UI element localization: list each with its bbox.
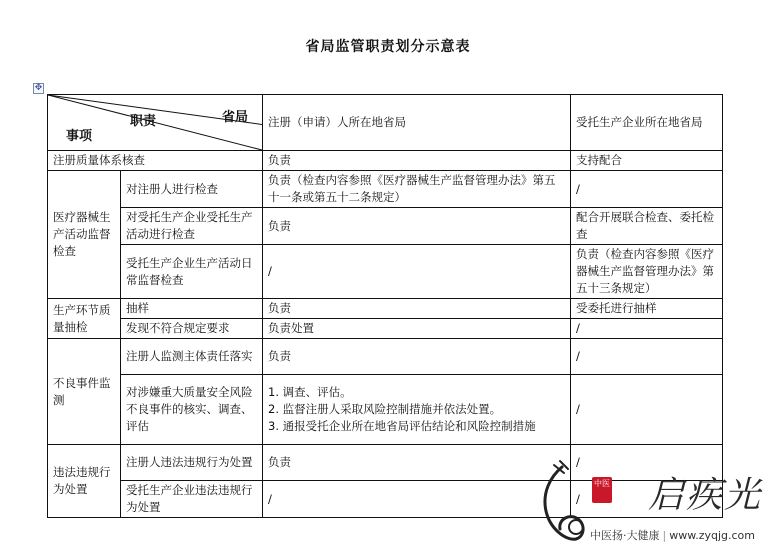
diagonal-header-cell	[48, 95, 263, 151]
table-row	[48, 319, 723, 339]
item-cell: 注册质量体系核查	[48, 151, 263, 171]
registrant-duty-cell	[263, 375, 571, 445]
subitem-cell: 对受托生产企业受托生产活动进行检查	[121, 208, 263, 245]
header-item-label: 事项	[66, 129, 93, 144]
subitem-cell: 注册人违法违规行为处置	[121, 445, 263, 481]
entrusted-duty-cell: /	[571, 171, 723, 208]
registrant-duty-cell: 负责	[263, 151, 571, 171]
table-row	[48, 151, 723, 171]
entrusted-duty-cell: /	[571, 375, 723, 445]
duty-step: 2. 监督注册人采取风险控制措施并依法处置。	[268, 402, 502, 416]
table-header-row	[48, 95, 723, 151]
watermark-footer: 中医扬·大健康 | www.zyqjg.com	[590, 529, 755, 542]
entrusted-duty-cell: /	[571, 339, 723, 375]
entrusted-duty-cell: 配合开展联合检查、委托检查	[571, 208, 723, 245]
subitem-cell: 对涉嫌重大质量安全风险不良事件的核实、调查、评估	[121, 375, 263, 445]
group-cell: 不良事件监测	[48, 339, 121, 445]
table-move-handle-icon[interactable]: ✥	[34, 83, 43, 93]
duty-step: 3. 通报受托企业所在地省局评估结论和风险控制措施	[268, 419, 536, 433]
table-row	[48, 299, 723, 319]
registrant-duty-cell: 负责	[263, 299, 571, 319]
table-row	[48, 375, 723, 445]
footer-slogan: 中医扬·大健康	[590, 529, 660, 542]
registrant-duty-cell: /	[263, 245, 571, 299]
brand-name: 启疾光	[647, 475, 762, 516]
table-row	[48, 171, 723, 208]
entrusted-duty-cell: 支持配合	[571, 151, 723, 171]
group-cell: 医疗器械生产活动监督检查	[48, 171, 121, 299]
subitem-cell: 注册人监测主体责任落实	[121, 339, 263, 375]
entrusted-duty-cell: 负责（检查内容参照《医疗器械生产监督管理办法》第五十三条规定）	[571, 245, 723, 299]
table-row	[48, 208, 723, 245]
registrant-duty-cell: 负责	[263, 339, 571, 375]
seal-stamp: 中医	[592, 477, 612, 503]
logo-icon	[532, 459, 594, 549]
document-title: 省局监管职责划分示意表	[305, 39, 471, 55]
table-row	[48, 245, 723, 299]
subitem-cell: 对注册人进行检查	[121, 171, 263, 208]
subitem-cell: 受托生产企业生产活动日常监督检查	[121, 245, 263, 299]
footer-url: www.zyqjg.com	[669, 529, 755, 542]
registrant-duty-cell: 负责处置	[263, 319, 571, 339]
entrusted-duty-cell: /	[571, 445, 723, 481]
entrusted-duty-cell: /	[571, 319, 723, 339]
entrusted-duty-cell: 受委托进行抽样	[571, 299, 723, 319]
registrant-duty-cell: 负责	[263, 208, 571, 245]
registrant-duty-cell: 负责	[263, 445, 571, 481]
header-duty-label: 职责	[130, 114, 157, 129]
registrant-duty-cell: 负责（检查内容参照《医疗器械生产监督管理办法》第五十一条或第五十二条规定）	[263, 171, 571, 208]
watermark	[528, 455, 776, 553]
group-cell: 生产环节质量抽检	[48, 299, 121, 339]
subitem-cell: 受托生产企业违法违规行为处置	[121, 481, 263, 518]
duty-step: 1. 调查、评估。	[268, 385, 352, 399]
header-entrusted-province: 受托生产企业所在地省局	[571, 95, 723, 151]
subitem-cell: 发现不符合规定要求	[121, 319, 263, 339]
header-province-label: 省局	[221, 110, 248, 125]
table-row	[48, 339, 723, 375]
group-cell: 违法违规行为处置	[48, 445, 121, 518]
entrusted-duty-cell: /	[571, 481, 723, 518]
subitem-cell: 抽样	[121, 299, 263, 319]
header-registrant-province: 注册（申请）人所在地省局	[263, 95, 571, 151]
registrant-duty-cell: /	[263, 481, 571, 518]
